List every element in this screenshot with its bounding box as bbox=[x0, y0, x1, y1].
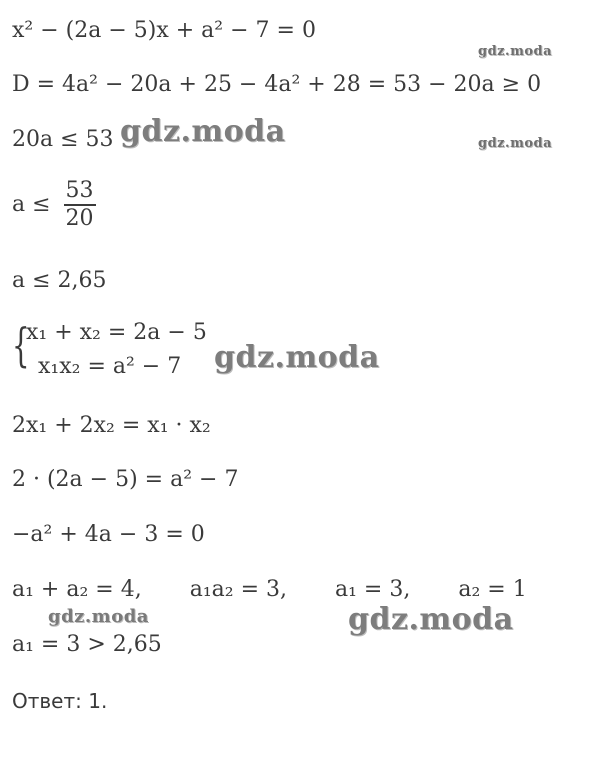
roots-sum: a₁ + a₂ = 4, bbox=[12, 577, 142, 602]
fraction bbox=[64, 180, 96, 230]
quadratic-line: −a² + 4a − 3 = 0 bbox=[12, 522, 205, 547]
fraction-line bbox=[12, 180, 96, 230]
root-1: a₁ = 3, bbox=[334, 577, 411, 602]
discriminant-line: D = 4a² − 20a + 25 − 4a² + 28 = 53 − 20a ≥ 0 bbox=[12, 72, 542, 97]
fraction-numerator: 53 bbox=[65, 178, 94, 203]
watermark: gdz.moda bbox=[478, 44, 553, 59]
watermark: gdz.moda bbox=[478, 136, 553, 151]
root-2: a₂ = 1 bbox=[458, 577, 527, 602]
system-equation-2: x₁x₂ = a² − 7 bbox=[38, 354, 182, 379]
roots-line bbox=[12, 579, 527, 601]
system-brace: { bbox=[12, 318, 30, 372]
result-line: a ≤ 2,65 bbox=[12, 268, 107, 293]
inequality-line: 20a ≤ 53 bbox=[12, 127, 114, 152]
fraction-denominator: 20 bbox=[65, 206, 94, 231]
watermark: gdz.moda bbox=[214, 340, 380, 375]
watermark: gdz.moda bbox=[348, 602, 514, 637]
equation-line-1: x² − (2a − 5)x + a² − 7 = 0 bbox=[12, 18, 316, 43]
roots-product: a₁a₂ = 3, bbox=[189, 577, 287, 602]
watermark: gdz.moda bbox=[120, 114, 286, 149]
condition-line: 2x₁ + 2x₂ = x₁ · x₂ bbox=[12, 413, 211, 438]
watermark: gdz.moda bbox=[48, 606, 149, 627]
fraction-prefix: a ≤ bbox=[12, 192, 51, 217]
answer-text: Ответ: 1. bbox=[12, 689, 108, 713]
check-line: a₁ = 3 > 2,65 bbox=[12, 632, 162, 657]
system-equation-1: x₁ + x₂ = 2a − 5 bbox=[26, 320, 207, 345]
substitution-line: 2 · (2a − 5) = a² − 7 bbox=[12, 467, 239, 492]
